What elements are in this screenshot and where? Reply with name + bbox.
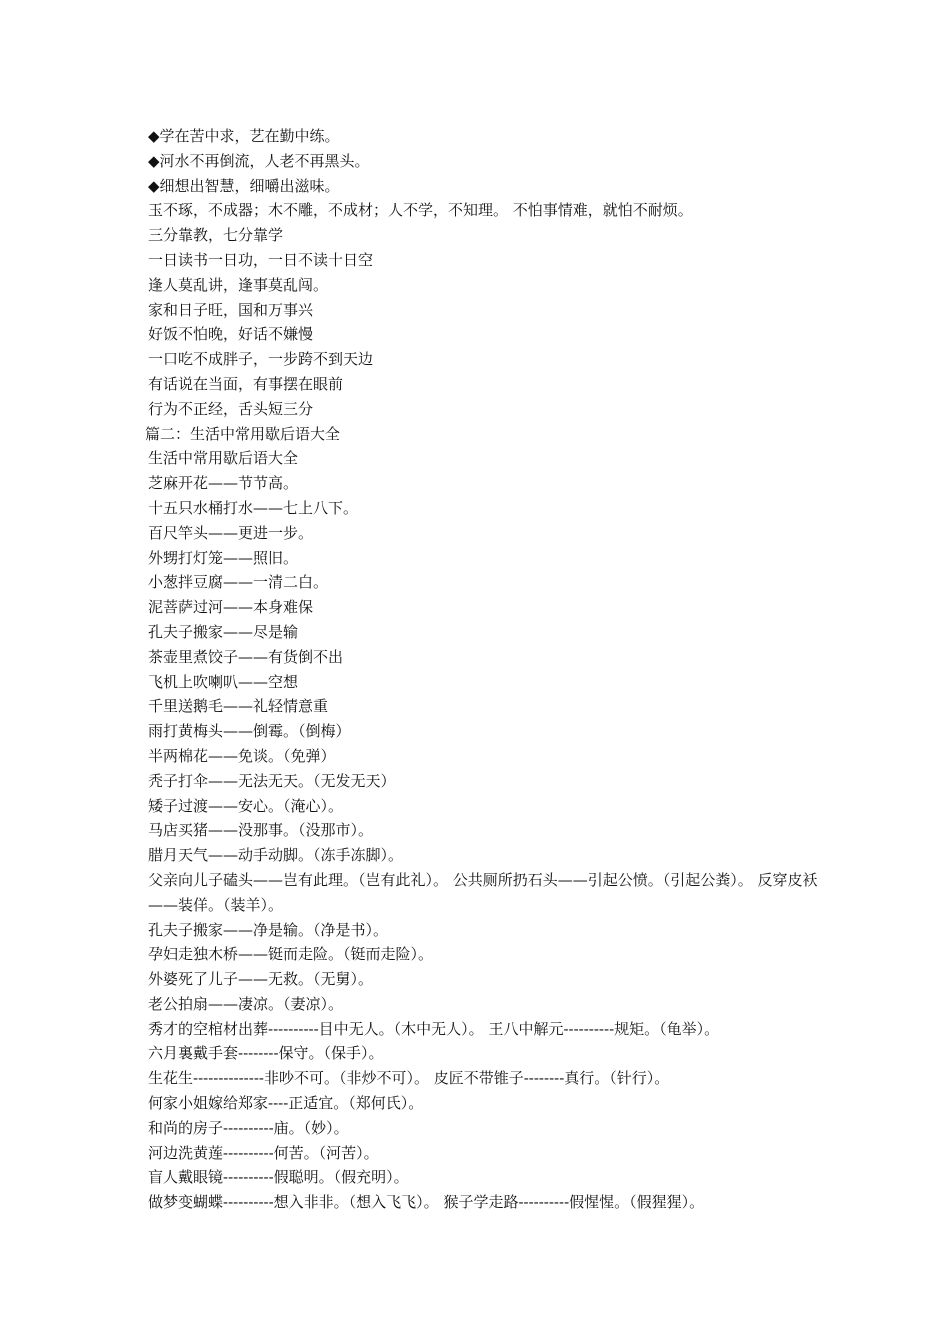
xiehouyu-line: 芝麻开花——节节高。 (148, 474, 299, 493)
xiehouyu-line: 老公拍扇——凄凉。（妻凉）。 (148, 994, 344, 1013)
proverb-line: 一日读书一日功，一日不读十日空 (148, 250, 374, 269)
xiehouyu-line: 孕妇走独木桥——铤而走险。（铤而走险）。 (148, 945, 434, 964)
proverb-line: ◆学在苦中求，艺在勤中练。 (148, 127, 340, 145)
xiehouyu-line: 孔夫子搬家——净是输。（净是书）。 (148, 920, 389, 939)
xiehouyu-line: 河边洗黄莲----------何苦。（河苦）。 (148, 1143, 379, 1162)
xiehouyu-line: 外婆死了儿子——无救。（无舅）。 (148, 970, 374, 989)
proverb-line: 一口吃不成胖子，一步跨不到天边 (148, 350, 374, 369)
xiehouyu-line: 马店买猪——没那事。（没那市）。 (148, 821, 374, 840)
document-body (145, 124, 828, 1215)
xiehouyu-line: 雨打黄梅头——倒霉。（倒梅） (148, 722, 351, 741)
xiehouyu-line: 飞机上吹喇叭——空想 (148, 672, 299, 691)
proverb-line: 逢人莫乱讲，逢事莫乱闯。 (148, 275, 329, 294)
xiehouyu-line: 做梦变蝴蝶----------想入非非。（想入飞飞）。 猴子学走路----------假惺惺。（假猩猩）。 (148, 1193, 705, 1212)
xiehouyu-line: 父亲向儿子磕头——岂有此理。（岂有此礼）。 公共厕所扔石头——引起公愤。（引起公粪）。 反穿皮袄——装佯。（装羊）。 (148, 870, 818, 914)
xiehouyu-line: 秃子打伞——无法无天。（无发无天） (148, 771, 396, 790)
xiehouyu-line: 半两棉花——免谈。（免弹） (148, 746, 336, 765)
xiehouyu-line: 何家小姐嫁给郑家----正适宜。（郑何氏）。 (148, 1094, 424, 1113)
proverb-line: 三分靠教，七分靠学 (148, 226, 284, 245)
xiehouyu-line: 孔夫子搬家——尽是输 (148, 622, 299, 641)
xiehouyu-line: 矮子过渡——安心。（淹心）。 (148, 796, 344, 815)
proverb-line: ◆河水不再倒流，人老不再黑头。 (148, 151, 370, 170)
xiehouyu-line: 和尚的房子----------庙。（妙）。 (148, 1118, 349, 1137)
xiehouyu-line: 小葱拌豆腐——一清二白。 (148, 573, 329, 592)
proverb-line: 有话说在当面，有事摆在眼前 (148, 374, 344, 393)
section-heading: 篇二：生活中常用歇后语大全 (145, 424, 341, 443)
xiehouyu-line: 腊月天气——动手动脚。（冻手冻脚）。 (148, 846, 404, 865)
section-title: 生活中常用歇后语大全 (148, 449, 299, 468)
xiehouyu-line: 盲人戴眼镜----------假聪明。（假充明）。 (148, 1168, 409, 1187)
xiehouyu-line: 泥菩萨过河——本身难保 (148, 598, 314, 617)
xiehouyu-line: 十五只水桶打水——七上八下。 (148, 498, 359, 517)
proverb-line: 行为不正经，舌头短三分 (148, 399, 314, 418)
xiehouyu-line: 外甥打灯笼——照旧。 (148, 548, 299, 567)
proverb-line: ◆细想出智慧，细嚼出滋味。 (148, 176, 340, 195)
proverb-line: 家和日子旺，国和万事兴 (148, 300, 314, 319)
xiehouyu-line: 茶壶里煮饺子——有货倒不出 (148, 647, 344, 666)
xiehouyu-line: 千里送鹅毛——礼轻情意重 (148, 697, 329, 716)
xiehouyu-line: 秀才的空棺材出葬----------目中无人。（木中无人）。 王八中解元----------规矩。（龟举）。 (148, 1019, 720, 1038)
xiehouyu-line: 六月裏戴手套--------保守。（保手）。 (148, 1044, 384, 1063)
proverb-line: 好饭不怕晚，好话不嫌慢 (148, 325, 314, 344)
xiehouyu-line: 生花生--------------非吵不可。（非炒不可）。 皮匠不带锥子--------真行。（针行）。 (148, 1069, 670, 1088)
proverb-line: 玉不琢，不成器；木不雕，不成材；人不学，不知理。 不怕事情难，就怕不耐烦。 (148, 201, 693, 220)
xiehouyu-line: 百尺竿头——更进一步。 (148, 523, 314, 542)
